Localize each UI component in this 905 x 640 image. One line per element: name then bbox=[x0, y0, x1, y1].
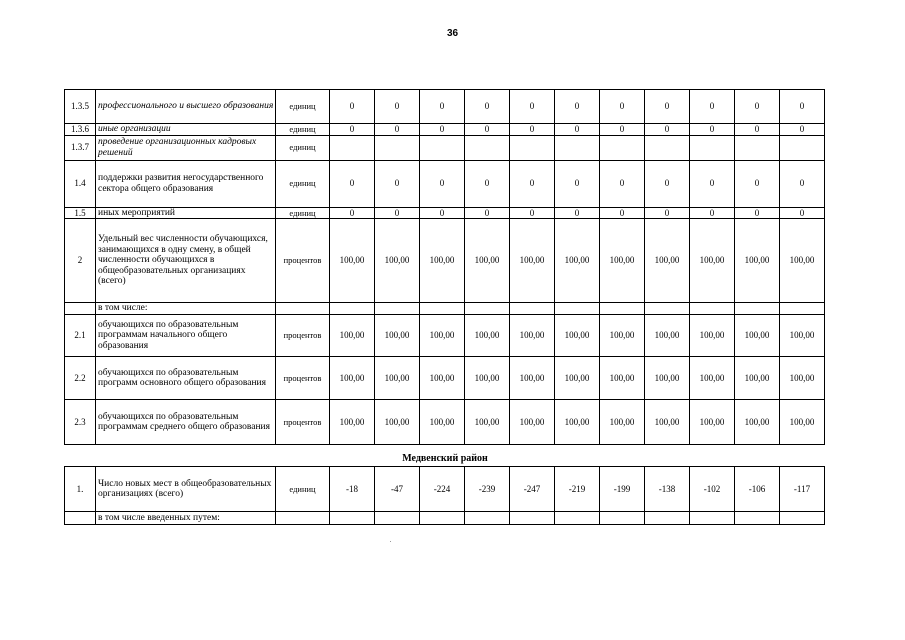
value-cell: 100,00 bbox=[780, 219, 825, 303]
value-cell: 0 bbox=[600, 207, 645, 219]
value-cell bbox=[510, 135, 555, 160]
value-cell bbox=[375, 512, 420, 525]
value-cell: 100,00 bbox=[780, 400, 825, 445]
value-cell: 100,00 bbox=[555, 400, 600, 445]
value-cell: 0 bbox=[330, 124, 375, 136]
value-cell: 100,00 bbox=[645, 400, 690, 445]
value-cell: 0 bbox=[780, 207, 825, 219]
row-unit: процентов bbox=[276, 315, 330, 357]
value-cell: 100,00 bbox=[330, 219, 375, 303]
value-cell: 100,00 bbox=[735, 219, 780, 303]
value-cell: -106 bbox=[735, 467, 780, 512]
row-number: 1.4 bbox=[65, 160, 96, 207]
value-cell bbox=[600, 135, 645, 160]
row-unit bbox=[276, 303, 330, 315]
value-cell: -199 bbox=[600, 467, 645, 512]
value-cell bbox=[330, 512, 375, 525]
value-cell: -102 bbox=[690, 467, 735, 512]
row-unit: единиц bbox=[276, 135, 330, 160]
table-row bbox=[65, 219, 825, 303]
value-cell bbox=[600, 303, 645, 315]
value-cell: 100,00 bbox=[330, 400, 375, 445]
value-cell bbox=[420, 303, 465, 315]
value-cell: 0 bbox=[555, 207, 600, 219]
value-cell: 0 bbox=[555, 90, 600, 124]
value-cell: 0 bbox=[375, 124, 420, 136]
row-description: Удельный вес численности обучающихся, занимающихся в одну смену, в общей численности обучающихся в общеобразовательных организациях (всего) bbox=[96, 219, 276, 303]
value-cell: 0 bbox=[330, 207, 375, 219]
value-cell bbox=[555, 135, 600, 160]
table-row bbox=[65, 400, 825, 445]
value-cell: 100,00 bbox=[555, 219, 600, 303]
value-cell bbox=[690, 303, 735, 315]
row-unit bbox=[276, 512, 330, 525]
row-number: 1.3.6 bbox=[65, 124, 96, 136]
value-cell: 100,00 bbox=[375, 219, 420, 303]
value-cell bbox=[645, 135, 690, 160]
value-cell: 100,00 bbox=[465, 315, 510, 357]
value-cell bbox=[420, 512, 465, 525]
value-cell: 100,00 bbox=[375, 315, 420, 357]
value-cell: 0 bbox=[735, 207, 780, 219]
row-description: иных мероприятий bbox=[96, 207, 276, 219]
value-cell bbox=[555, 512, 600, 525]
value-cell: -224 bbox=[420, 467, 465, 512]
value-cell bbox=[645, 512, 690, 525]
value-cell: 0 bbox=[555, 160, 600, 207]
row-description: обучающихся по образовательным программам среднего общего образования bbox=[96, 400, 276, 445]
value-cell: 0 bbox=[735, 90, 780, 124]
value-cell bbox=[465, 303, 510, 315]
value-cell bbox=[510, 512, 555, 525]
value-cell: 0 bbox=[600, 160, 645, 207]
row-number bbox=[65, 512, 96, 525]
value-cell: 100,00 bbox=[600, 357, 645, 400]
value-cell: 0 bbox=[510, 90, 555, 124]
value-cell: 100,00 bbox=[330, 315, 375, 357]
row-number: 2.1 bbox=[65, 315, 96, 357]
value-cell: 100,00 bbox=[510, 400, 555, 445]
value-cell: 0 bbox=[780, 90, 825, 124]
value-cell: 0 bbox=[420, 124, 465, 136]
value-cell: 0 bbox=[645, 90, 690, 124]
value-cell: 0 bbox=[690, 207, 735, 219]
value-cell bbox=[735, 512, 780, 525]
value-cell: -117 bbox=[780, 467, 825, 512]
value-cell: -247 bbox=[510, 467, 555, 512]
value-cell: 0 bbox=[645, 124, 690, 136]
value-cell: 100,00 bbox=[510, 219, 555, 303]
value-cell: 0 bbox=[780, 124, 825, 136]
value-cell bbox=[375, 303, 420, 315]
row-unit: единиц bbox=[276, 160, 330, 207]
value-cell: 100,00 bbox=[420, 219, 465, 303]
row-number: 1.3.5 bbox=[65, 90, 96, 124]
value-cell: 0 bbox=[465, 207, 510, 219]
row-number: 2 bbox=[65, 219, 96, 303]
value-cell: 0 bbox=[600, 90, 645, 124]
value-cell: -18 bbox=[330, 467, 375, 512]
value-cell: 0 bbox=[735, 160, 780, 207]
value-cell: 0 bbox=[330, 160, 375, 207]
table-row bbox=[65, 207, 825, 219]
value-cell: 100,00 bbox=[420, 357, 465, 400]
row-description: в том числе: bbox=[96, 303, 276, 315]
row-description: поддержки развития негосударственного сектора общего образования bbox=[96, 160, 276, 207]
value-cell: 0 bbox=[510, 160, 555, 207]
value-cell bbox=[780, 303, 825, 315]
value-cell bbox=[645, 303, 690, 315]
value-cell: 100,00 bbox=[600, 219, 645, 303]
value-cell bbox=[330, 135, 375, 160]
value-cell: 0 bbox=[510, 124, 555, 136]
scan-speck bbox=[390, 541, 391, 542]
row-number bbox=[65, 303, 96, 315]
row-description: проведение организационных кадровых решений bbox=[96, 135, 276, 160]
value-cell: 0 bbox=[690, 160, 735, 207]
value-cell bbox=[510, 303, 555, 315]
row-unit: единиц bbox=[276, 467, 330, 512]
value-cell: 100,00 bbox=[645, 219, 690, 303]
row-unit: единиц bbox=[276, 124, 330, 136]
value-cell bbox=[735, 303, 780, 315]
row-number: 2.2 bbox=[65, 357, 96, 400]
value-cell: 0 bbox=[420, 160, 465, 207]
value-cell: 100,00 bbox=[555, 315, 600, 357]
value-cell bbox=[330, 303, 375, 315]
value-cell: 0 bbox=[375, 207, 420, 219]
row-number: 1. bbox=[65, 467, 96, 512]
table-row bbox=[65, 124, 825, 136]
value-cell: 100,00 bbox=[780, 357, 825, 400]
value-cell: 0 bbox=[465, 160, 510, 207]
value-cell: 100,00 bbox=[330, 357, 375, 400]
district-table bbox=[64, 466, 825, 525]
row-description: Число новых мест в общеобразовательных организациях (всего) bbox=[96, 467, 276, 512]
row-unit: процентов bbox=[276, 357, 330, 400]
indicators-table bbox=[64, 89, 825, 445]
value-cell: 100,00 bbox=[735, 315, 780, 357]
section-title: Медвенский район bbox=[402, 453, 488, 464]
value-cell: 0 bbox=[645, 160, 690, 207]
value-cell: 0 bbox=[330, 90, 375, 124]
row-unit: процентов bbox=[276, 219, 330, 303]
page-number: 36 bbox=[446, 28, 459, 39]
value-cell: 100,00 bbox=[465, 357, 510, 400]
row-description: иные организации bbox=[96, 124, 276, 136]
value-cell: 0 bbox=[690, 124, 735, 136]
value-cell: 100,00 bbox=[600, 400, 645, 445]
value-cell: 100,00 bbox=[555, 357, 600, 400]
value-cell bbox=[375, 135, 420, 160]
value-cell: 100,00 bbox=[735, 400, 780, 445]
value-cell: 0 bbox=[690, 90, 735, 124]
value-cell bbox=[465, 135, 510, 160]
value-cell: 100,00 bbox=[690, 357, 735, 400]
table-row bbox=[65, 303, 825, 315]
value-cell: 100,00 bbox=[420, 400, 465, 445]
table-row bbox=[65, 315, 825, 357]
value-cell: -219 bbox=[555, 467, 600, 512]
value-cell: 100,00 bbox=[420, 315, 465, 357]
value-cell: 100,00 bbox=[510, 315, 555, 357]
value-cell: 0 bbox=[465, 90, 510, 124]
value-cell: 0 bbox=[780, 160, 825, 207]
value-cell: 100,00 bbox=[690, 219, 735, 303]
value-cell: 0 bbox=[465, 124, 510, 136]
row-unit: единиц bbox=[276, 207, 330, 219]
value-cell: 100,00 bbox=[375, 357, 420, 400]
row-number: 1.5 bbox=[65, 207, 96, 219]
value-cell: -239 bbox=[465, 467, 510, 512]
value-cell bbox=[465, 512, 510, 525]
value-cell: 100,00 bbox=[465, 219, 510, 303]
value-cell: 100,00 bbox=[510, 357, 555, 400]
row-description: профессионального и высшего образования bbox=[96, 90, 276, 124]
table-row bbox=[65, 357, 825, 400]
table-row bbox=[65, 90, 825, 124]
value-cell bbox=[690, 135, 735, 160]
row-unit: процентов bbox=[276, 400, 330, 445]
value-cell: 0 bbox=[510, 207, 555, 219]
value-cell: 0 bbox=[375, 160, 420, 207]
value-cell bbox=[420, 135, 465, 160]
value-cell bbox=[690, 512, 735, 525]
value-cell: 0 bbox=[420, 90, 465, 124]
row-description: в том числе введенных путем: bbox=[96, 512, 276, 525]
value-cell: 100,00 bbox=[690, 315, 735, 357]
row-number: 2.3 bbox=[65, 400, 96, 445]
value-cell: 0 bbox=[735, 124, 780, 136]
value-cell: 100,00 bbox=[735, 357, 780, 400]
value-cell: 100,00 bbox=[690, 400, 735, 445]
value-cell: 100,00 bbox=[600, 315, 645, 357]
value-cell bbox=[780, 135, 825, 160]
value-cell bbox=[555, 303, 600, 315]
row-description: обучающихся по образовательным программ основного общего образования bbox=[96, 357, 276, 400]
value-cell: -47 bbox=[375, 467, 420, 512]
value-cell: -138 bbox=[645, 467, 690, 512]
value-cell: 100,00 bbox=[375, 400, 420, 445]
value-cell: 100,00 bbox=[780, 315, 825, 357]
value-cell: 100,00 bbox=[645, 315, 690, 357]
row-number: 1.3.7 bbox=[65, 135, 96, 160]
table-row bbox=[65, 160, 825, 207]
value-cell: 0 bbox=[600, 124, 645, 136]
value-cell bbox=[600, 512, 645, 525]
value-cell: 0 bbox=[645, 207, 690, 219]
value-cell: 0 bbox=[555, 124, 600, 136]
value-cell bbox=[780, 512, 825, 525]
value-cell: 0 bbox=[420, 207, 465, 219]
value-cell: 0 bbox=[375, 90, 420, 124]
row-description: обучающихся по образовательным программам начального общего образования bbox=[96, 315, 276, 357]
table-row bbox=[65, 467, 825, 512]
row-unit: единиц bbox=[276, 90, 330, 124]
value-cell: 100,00 bbox=[645, 357, 690, 400]
table-row bbox=[65, 135, 825, 160]
value-cell: 100,00 bbox=[465, 400, 510, 445]
table-row bbox=[65, 512, 825, 525]
value-cell bbox=[735, 135, 780, 160]
